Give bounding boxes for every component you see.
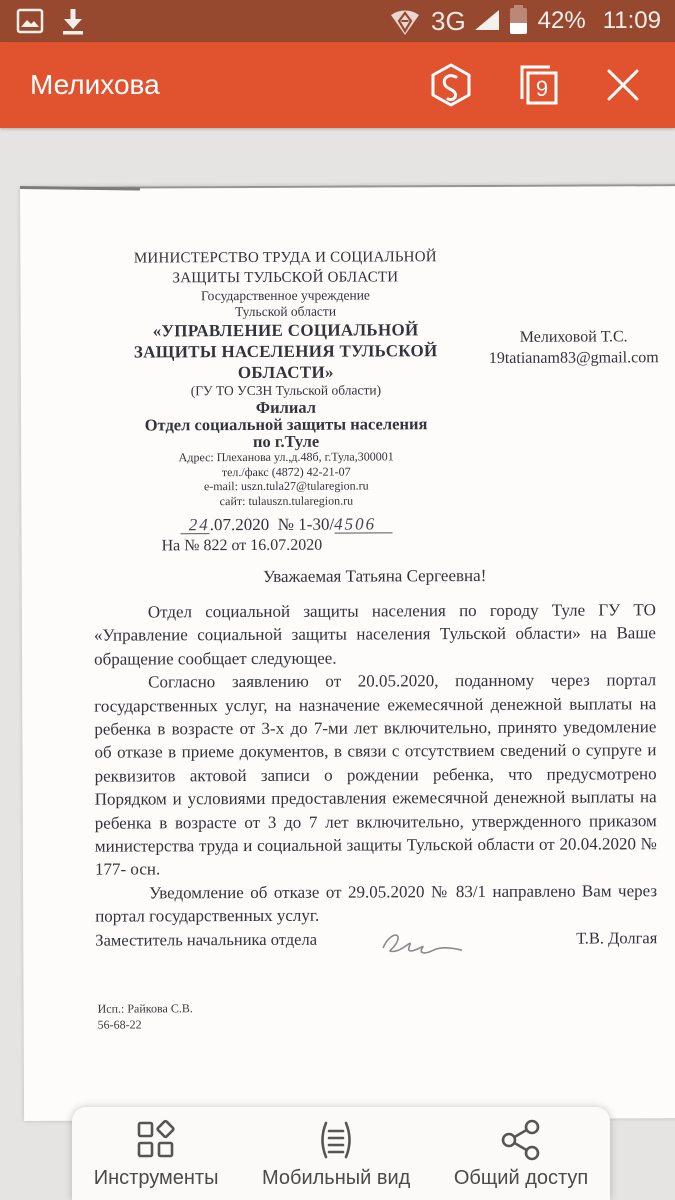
greeting: Уважаемая Татьяна Сергеевна! — [263, 565, 487, 586]
body-paragraph: Отдел социальной защиты населения по городу Туле ГУ ТО «Управление социальной защиты населения Тульской области» на Ваше обращение сообщает следующее. — [93, 600, 656, 669]
ref-number-handwritten: 4506 — [334, 514, 377, 534]
svg-text:9: 9 — [535, 76, 549, 101]
signal-strength-icon — [475, 10, 499, 30]
screenshot-image-icon — [16, 8, 44, 34]
mobile-view-label: Мобильный вид — [261, 1167, 411, 1189]
share-button[interactable] — [454, 1117, 588, 1190]
letterhead-line: Тульской области — [235, 303, 337, 320]
clock: 11:09 — [602, 7, 661, 34]
handwritten-signature — [375, 923, 505, 958]
recipient-name: Мелиховой Т.С. — [519, 328, 628, 346]
executor-line: Исп.: Райкова С.В. — [97, 1001, 193, 1016]
recipient-email: 19tatianam83@gmail.com — [488, 349, 659, 367]
letterhead-line: ЗАЩИТЫ ТУЛЬСКОЙ ОБЛАСТИ — [172, 269, 399, 287]
letterhead-line: Адрес: Плеханова ул.,д.48б, г.Тула,300001 — [178, 449, 394, 465]
battery-icon — [510, 8, 527, 34]
scanned-letter-page — [20, 184, 675, 1121]
close-icon[interactable] — [599, 61, 647, 109]
letterhead-line: тел./факс (4872) 42-21-07 — [221, 464, 351, 479]
battery-percent: 42% — [537, 7, 586, 34]
executor-block — [98, 1000, 193, 1032]
letter-body — [94, 565, 658, 928]
bottom-toolbar — [72, 1107, 610, 1200]
letterhead-line: (ГУ ТО УСЗН Тульской области) — [190, 382, 382, 399]
app-header — [0, 42, 675, 128]
signer-name: Т.В. Долгая — [576, 928, 658, 948]
body-paragraph: Согласно заявлению от 20.05.2020, поданному через портал государственных услуг, на назначение ежемесячной денежной выплаты на ребенка в возрасте от 3-х до 7-ми лет включительно, принято уведомление об отказе в приеме документов, в связи с отсутствием сведений о супруге и реквизитов актовой записи о рождении ребенка, что предусмотрено Порядком и условиями предоставления ежемесячной денежной выплаты на ребенка в возрасте от 3 до 7 лет включительно, утвержденного приказом министерства труда и социальной защиты Тульской области от 20.04.2020 № 177- осн. — [94, 670, 657, 880]
letterhead-line: Отдел социальной защиты населения — [144, 414, 428, 435]
network-type-label: 3G — [430, 5, 466, 36]
letterhead-line: по г.Туле — [252, 431, 320, 451]
body-paragraph: Уведомление об отказе от 29.05.2020 № 83/1 направлено Вам через портал государственных услуг. — [95, 881, 658, 926]
signer-position: Заместитель начальника отдела — [95, 929, 318, 950]
data-saver-icon — [388, 5, 422, 37]
letterhead-line: ЗАЩИТЫ НАСЕЛЕНИЯ ТУЛЬСКОЙ — [133, 341, 438, 362]
letterhead-line: сайт: tulauszn.tularegion.ru — [219, 493, 354, 508]
tools-label: Инструменты — [93, 1167, 219, 1189]
pages-tabs-icon[interactable] — [513, 61, 561, 109]
mobile-view-icon — [313, 1117, 359, 1163]
letterhead-line: ОБЛАСТИ» — [237, 362, 334, 383]
letterhead-line: МИНИСТЕРСТВО ТРУДА И СОЦИАЛЬНОЙ — [133, 249, 437, 267]
quick-actions-icon[interactable] — [427, 61, 475, 109]
letterhead-line: Филиал — [255, 397, 317, 417]
ref-day-handwritten: 24 — [188, 515, 210, 535]
tools-grid-icon — [133, 1117, 179, 1163]
letterhead — [102, 247, 469, 556]
letterhead-line: «УПРАВЛЕНИЕ СОЦИАЛЬНОЙ — [152, 320, 419, 341]
tools-button[interactable] — [94, 1117, 219, 1190]
recipient-block — [457, 326, 675, 369]
letterhead-line: e-mail: uszn.tula27@tularegion.ru — [203, 478, 369, 494]
document-title: Мелихова — [30, 69, 160, 100]
mobile-view-button[interactable] — [262, 1117, 410, 1190]
executor-line: 56-68-22 — [97, 1017, 142, 1032]
outgoing-ref-line — [103, 513, 469, 537]
ref-number-printed: № 1-30/ — [277, 514, 335, 534]
status-bar — [0, 0, 675, 42]
letterhead-line: Государственное учреждение — [201, 287, 370, 304]
incoming-ref-line: На № 822 от 16.07.2020 — [161, 536, 323, 555]
ref-date-printed: .07.2020 — [209, 514, 270, 535]
document-canvas[interactable] — [0, 128, 675, 1200]
share-icon — [498, 1117, 544, 1163]
share-label: Общий доступ — [453, 1167, 589, 1189]
download-icon — [60, 7, 86, 35]
